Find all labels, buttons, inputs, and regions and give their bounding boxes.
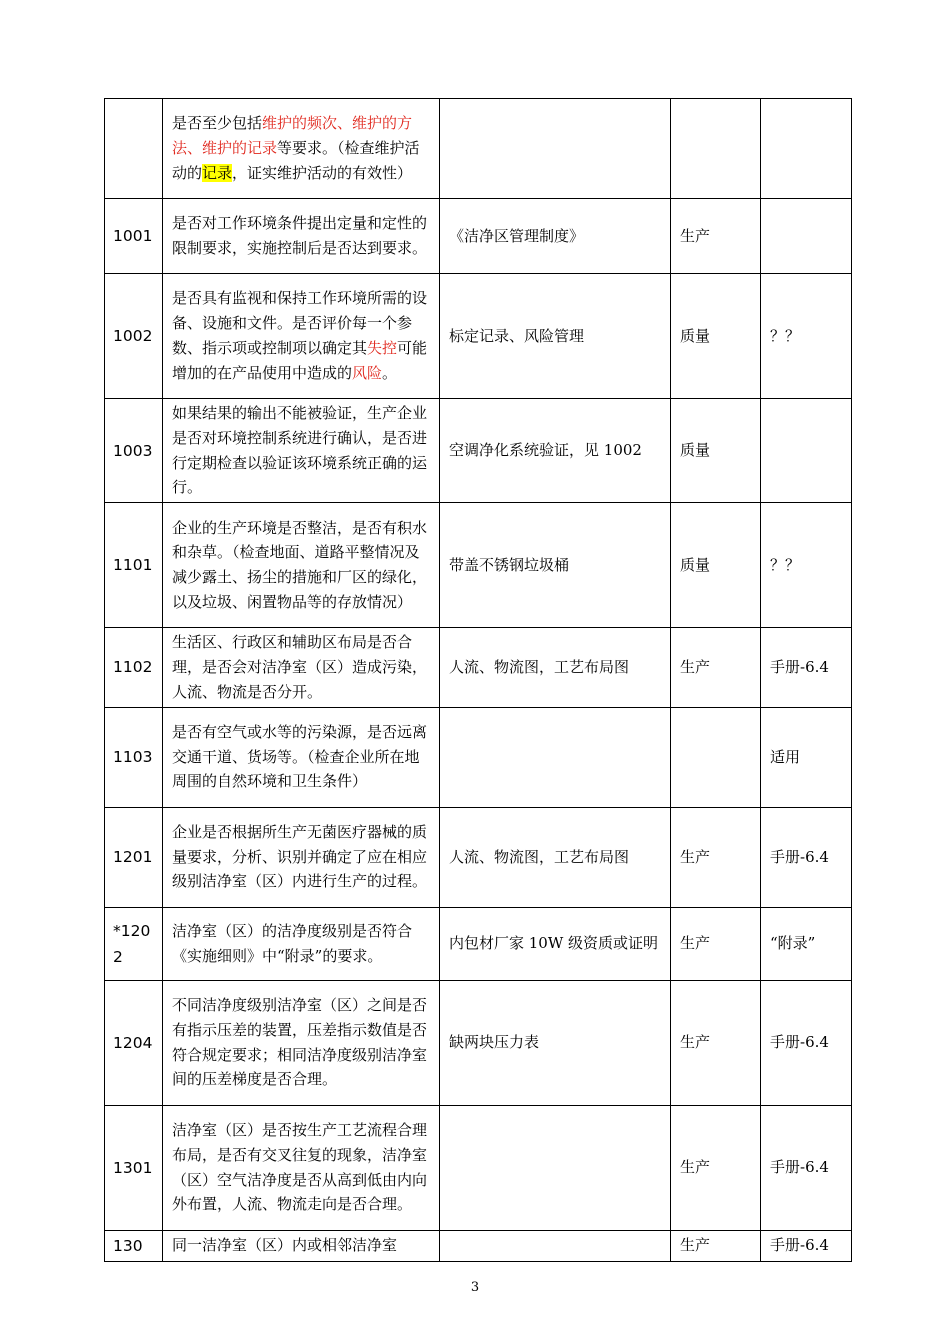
reference-cell: “附录” <box>761 907 852 980</box>
evidence-cell <box>440 99 671 199</box>
inspection-content-cell: 是否至少包括维护的频次、维护的方法、维护的记录等要求。（检查维护活动的记录，证实维护活动的有效性） <box>163 99 440 199</box>
page-number: 3 <box>470 1280 480 1295</box>
reference-cell: 手册-6.4 <box>761 1105 852 1230</box>
department-cell: 质量 <box>671 503 761 628</box>
item-number-cell: 1101 <box>105 503 163 628</box>
table-row <box>105 274 852 399</box>
table-row <box>105 399 852 503</box>
department-cell: 生产 <box>671 628 761 707</box>
department-cell: 质量 <box>671 274 761 399</box>
reference-cell: 适用 <box>761 707 852 807</box>
table-row <box>105 980 852 1105</box>
department-cell <box>671 99 761 199</box>
department-cell: 生产 <box>671 1230 761 1261</box>
evidence-cell: 缺两块压力表 <box>440 980 671 1105</box>
inspection-content-cell: 同一洁净室（区）内或相邻洁净室 <box>163 1230 440 1261</box>
table-row <box>105 503 852 628</box>
reference-cell <box>761 199 852 274</box>
inspection-content-cell: 企业的生产环境是否整洁，是否有积水和杂草。（检查地面、道路平整情况及减少露土、扬尘的措施和厂区的绿化，以及垃圾、闲置物品等的存放情况） <box>163 503 440 628</box>
item-number-cell: 1301 <box>105 1105 163 1230</box>
table-row <box>105 807 852 907</box>
reference-cell: 手册-6.4 <box>761 807 852 907</box>
evidence-cell: 带盖不锈钢垃圾桶 <box>440 503 671 628</box>
inspection-content-cell: 是否具有监视和保持工作环境所需的设备、设施和文件。是否评价每一个参数、指示项或控制项以确定其失控可能增加的在产品使用中造成的风险。 <box>163 274 440 399</box>
evidence-cell: 空调净化系统验证，见 1002 <box>440 399 671 503</box>
evidence-cell: 《洁净区管理制度》 <box>440 199 671 274</box>
inspection-content-cell: 是否有空气或水等的污染源，是否远离交通干道、货场等。（检查企业所在地周围的自然环境和卫生条件） <box>163 707 440 807</box>
table-row <box>105 199 852 274</box>
department-cell: 生产 <box>671 907 761 980</box>
item-number-cell: 1003 <box>105 399 163 503</box>
department-cell <box>671 707 761 807</box>
reference-cell: 手册-6.4 <box>761 628 852 707</box>
department-cell: 质量 <box>671 399 761 503</box>
inspection-content-cell: 如果结果的输出不能被验证，生产企业是否对环境控制系统进行确认，是否进行定期检查以验证该环境系统正确的运行。 <box>163 399 440 503</box>
inspection-content-cell: 洁净室（区）的洁净度级别是否符合《实施细则》中“附录”的要求。 <box>163 907 440 980</box>
department-cell: 生产 <box>671 980 761 1105</box>
evidence-cell <box>440 1230 671 1261</box>
item-number-cell: 1001 <box>105 199 163 274</box>
item-number-cell: 1204 <box>105 980 163 1105</box>
reference-cell <box>761 99 852 199</box>
department-cell: 生产 <box>671 199 761 274</box>
table-row <box>105 628 852 707</box>
evidence-cell <box>440 1105 671 1230</box>
inspection-content-cell: 生活区、行政区和辅助区布局是否合理，是否会对洁净室（区）造成污染，人流、物流是否分开。 <box>163 628 440 707</box>
inspection-content-cell: 是否对工作环境条件提出定量和定性的限制要求，实施控制后是否达到要求。 <box>163 199 440 274</box>
item-number-cell: 1103 <box>105 707 163 807</box>
inspection-content-cell: 企业是否根据所生产无菌医疗器械的质量要求，分析、识别并确定了应在相应级别洁净室（区）内进行生产的过程。 <box>163 807 440 907</box>
table-row <box>105 1230 852 1261</box>
item-number-cell <box>105 99 163 199</box>
evidence-cell: 人流、物流图，工艺布局图 <box>440 807 671 907</box>
inspection-content-cell: 不同洁净度级别洁净室（区）之间是否有指示压差的装置，压差指示数值是否符合规定要求；相同洁净度级别洁净室间的压差梯度是否合理。 <box>163 980 440 1105</box>
item-number-cell: 1201 <box>105 807 163 907</box>
reference-cell: ？？ <box>761 274 852 399</box>
evidence-cell: 标定记录、风险管理 <box>440 274 671 399</box>
evidence-cell: 人流、物流图，工艺布局图 <box>440 628 671 707</box>
item-number-cell: 1002 <box>105 274 163 399</box>
item-number-cell: 130 <box>105 1230 163 1261</box>
reference-cell: 手册-6.4 <box>761 980 852 1105</box>
department-cell: 生产 <box>671 1105 761 1230</box>
reference-cell <box>761 399 852 503</box>
item-number-cell: 1102 <box>105 628 163 707</box>
reference-cell: ？？ <box>761 503 852 628</box>
inspection-table <box>104 98 852 1262</box>
evidence-cell <box>440 707 671 807</box>
reference-cell: 手册-6.4 <box>761 1230 852 1261</box>
item-number-cell: *1202 <box>105 907 163 980</box>
table-row <box>105 707 852 807</box>
table-row <box>105 1105 852 1230</box>
table-row <box>105 99 852 199</box>
department-cell: 生产 <box>671 807 761 907</box>
table-row <box>105 907 852 980</box>
inspection-content-cell: 洁净室（区）是否按生产工艺流程合理布局，是否有交叉往复的现象，洁净室（区）空气洁净度是否从高到低由内向外布置，人流、物流走向是否合理。 <box>163 1105 440 1230</box>
evidence-cell: 内包材厂家 10W 级资质或证明 <box>440 907 671 980</box>
